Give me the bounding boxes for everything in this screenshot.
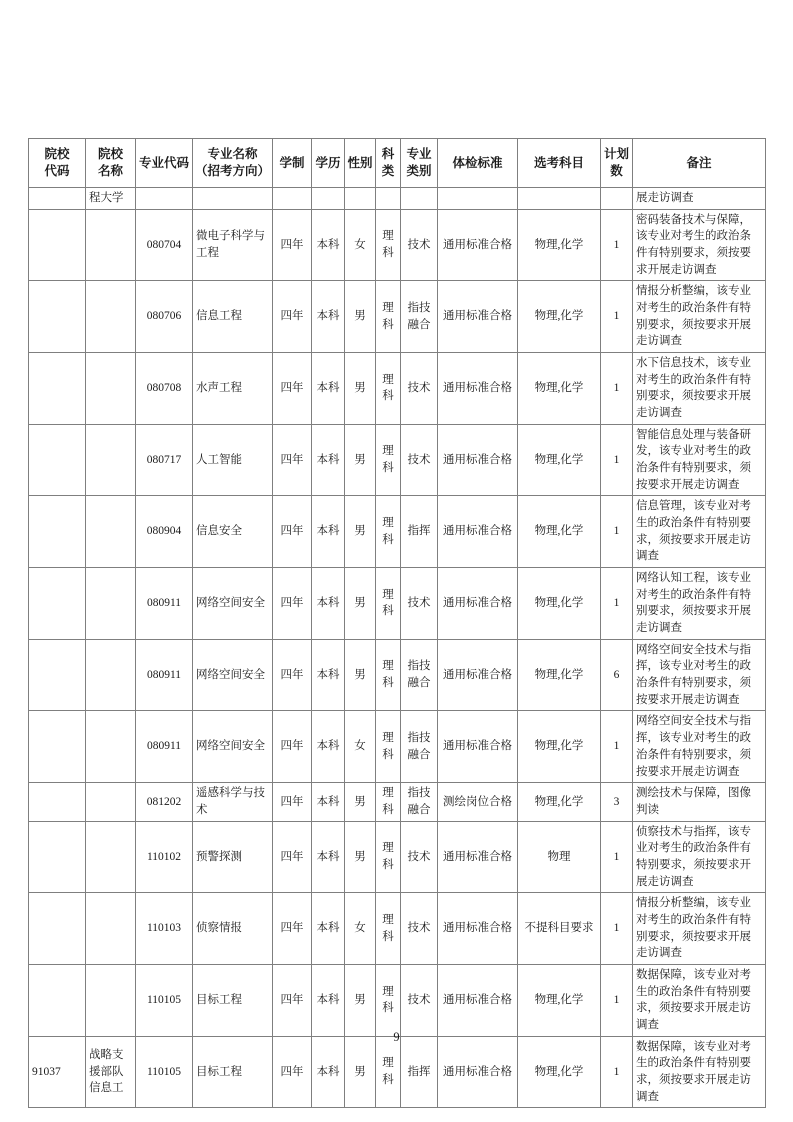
column-header-major-name (193, 139, 273, 188)
cell-category: 技术 (401, 964, 438, 1036)
column-header-school-name-line2: 名称 (97, 164, 123, 178)
cell-school-code (29, 568, 86, 640)
cell-school-code: 91037 (29, 1036, 86, 1108)
table-row (29, 353, 766, 425)
cell-school-name (86, 711, 136, 783)
table-row (29, 1036, 766, 1108)
cell-years: 四年 (273, 281, 312, 353)
cell-kelei: 理科 (376, 783, 401, 821)
cell-major-name: 网络空间安全 (193, 568, 273, 640)
cell-category: 指技 融合 (401, 711, 438, 783)
cell-subject: 物理,化学 (518, 639, 601, 711)
cell-school-code (29, 964, 86, 1036)
cell-degree: 本科 (312, 424, 345, 496)
column-header-school-name-line1: 院校 (97, 147, 123, 162)
cell-category: 指挥 (401, 496, 438, 568)
cell-gender: 男 (345, 424, 376, 496)
cell-major-code: 080717 (136, 424, 193, 496)
column-header-category-line1: 专业 (406, 147, 432, 162)
cell-medical: 通用标准合格 (438, 353, 518, 425)
cell-remark: 情报分析整编，该专业对考生的政治条件有特别要求，须按要求开展走访调查 (633, 281, 766, 353)
cell-major-code: 080904 (136, 496, 193, 568)
cell-quota: 1 (601, 964, 633, 1036)
cell-gender: 男 (345, 496, 376, 568)
cell-remark: 智能信息处理与装备研发，该专业对考生的政治条件有特别要求，须按要求开展走访调查 (633, 424, 766, 496)
table-body (29, 188, 766, 1108)
table-row (29, 964, 766, 1036)
cell-school-name (86, 821, 136, 893)
cell-years: 四年 (273, 821, 312, 893)
cell-subject: 物理,化学 (518, 209, 601, 281)
column-header-kelei: 科类 (376, 139, 401, 188)
cell-years (273, 188, 312, 210)
cell-quota: 1 (601, 568, 633, 640)
column-header-medical: 体检标准 (438, 139, 518, 188)
column-header-years: 学制 (273, 139, 312, 188)
cell-quota: 1 (601, 353, 633, 425)
cell-degree: 本科 (312, 783, 345, 821)
column-header-gender: 性别 (345, 139, 376, 188)
cell-gender: 男 (345, 353, 376, 425)
cell-medical: 通用标准合格 (438, 893, 518, 965)
column-header-category-line2: 类别 (406, 164, 432, 178)
cell-medical: 通用标准合格 (438, 424, 518, 496)
cell-school-name (86, 964, 136, 1036)
table-row (29, 424, 766, 496)
cell-gender: 男 (345, 964, 376, 1036)
cell-remark: 侦察技术与指挥，该专业对考生的政治条件有特别要求，须按要求开展走访调查 (633, 821, 766, 893)
cell-remark: 网络空间安全技术与指挥，该专业对考生的政治条件有特别要求，须按要求开展走访调查 (633, 711, 766, 783)
cell-quota: 6 (601, 639, 633, 711)
cell-quota (601, 188, 633, 210)
cell-subject: 物理,化学 (518, 1036, 601, 1108)
cell-remark: 密码装备技术与保障，该专业对考生的政治条件有特别要求，须按要求开展走访调查 (633, 209, 766, 281)
cell-years: 四年 (273, 209, 312, 281)
cell-subject: 物理,化学 (518, 281, 601, 353)
cell-kelei: 理科 (376, 821, 401, 893)
cell-remark: 水下信息技术，该专业对考生的政治条件有特别要求，须按要求开展走访调查 (633, 353, 766, 425)
cell-remark: 网络认知工程，该专业对考生的政治条件有特别要求，须按要求开展走访调查 (633, 568, 766, 640)
cell-major-name: 遥感科学与技术 (193, 783, 273, 821)
cell-major-code: 110105 (136, 1036, 193, 1108)
cell-gender: 男 (345, 783, 376, 821)
cell-school-code (29, 281, 86, 353)
cell-quota: 1 (601, 209, 633, 281)
cell-category: 技术 (401, 821, 438, 893)
cell-subject: 物理,化学 (518, 496, 601, 568)
cell-years: 四年 (273, 783, 312, 821)
cell-years: 四年 (273, 893, 312, 965)
cell-school-code (29, 893, 86, 965)
cell-major-code: 080911 (136, 639, 193, 711)
cell-major-code: 110102 (136, 821, 193, 893)
cell-gender: 女 (345, 711, 376, 783)
cell-kelei: 理科 (376, 209, 401, 281)
cell-major-name: 信息安全 (193, 496, 273, 568)
cell-major-name: 网络空间安全 (193, 639, 273, 711)
cell-major-name: 目标工程 (193, 964, 273, 1036)
table-row (29, 821, 766, 893)
cell-degree: 本科 (312, 639, 345, 711)
cell-subject: 不提科目要求 (518, 893, 601, 965)
cell-school-code (29, 783, 86, 821)
cell-kelei: 理科 (376, 639, 401, 711)
table-header-row (29, 139, 766, 188)
table-header (29, 139, 766, 188)
cell-quota: 1 (601, 821, 633, 893)
cell-school-name: 程大学 (86, 188, 136, 210)
cell-degree: 本科 (312, 821, 345, 893)
cell-gender: 男 (345, 639, 376, 711)
enrollment-plan-table-wrapper (28, 138, 765, 1108)
cell-degree: 本科 (312, 209, 345, 281)
column-header-school-code (29, 139, 86, 188)
cell-years: 四年 (273, 1036, 312, 1108)
cell-major-code: 080911 (136, 568, 193, 640)
cell-category: 技术 (401, 893, 438, 965)
cell-kelei: 理科 (376, 281, 401, 353)
cell-degree: 本科 (312, 353, 345, 425)
cell-category: 技术 (401, 424, 438, 496)
cell-kelei: 理科 (376, 1036, 401, 1108)
cell-gender: 男 (345, 568, 376, 640)
cell-major-code: 080706 (136, 281, 193, 353)
column-header-quota (601, 139, 633, 188)
column-header-school-code-line1: 院校 (44, 147, 70, 162)
cell-quota: 1 (601, 893, 633, 965)
cell-school-code (29, 188, 86, 210)
cell-major-name: 水声工程 (193, 353, 273, 425)
table-row (29, 496, 766, 568)
page-number: 9 (393, 1030, 400, 1044)
cell-school-name (86, 783, 136, 821)
cell-degree: 本科 (312, 1036, 345, 1108)
cell-medical: 测绘岗位合格 (438, 783, 518, 821)
cell-quota: 1 (601, 281, 633, 353)
cell-category: 技术 (401, 209, 438, 281)
cell-kelei: 理科 (376, 711, 401, 783)
cell-degree: 本科 (312, 496, 345, 568)
cell-remark: 网络空间安全技术与指挥，该专业对考生的政治条件有特别要求，须按要求开展走访调查 (633, 639, 766, 711)
cell-medical: 通用标准合格 (438, 639, 518, 711)
column-header-major-code: 专业代码 (136, 139, 193, 188)
cell-school-name (86, 639, 136, 711)
table-row (29, 281, 766, 353)
cell-major-name: 人工智能 (193, 424, 273, 496)
cell-quota: 3 (601, 783, 633, 821)
cell-gender: 女 (345, 893, 376, 965)
cell-category (401, 188, 438, 210)
cell-kelei (376, 188, 401, 210)
column-header-major-name-line1: 专业名称 (207, 147, 258, 162)
cell-school-name (86, 281, 136, 353)
cell-major-code: 080708 (136, 353, 193, 425)
cell-school-code (29, 496, 86, 568)
cell-years: 四年 (273, 964, 312, 1036)
table-row (29, 188, 766, 210)
column-header-category (401, 139, 438, 188)
table-row (29, 711, 766, 783)
cell-subject: 物理,化学 (518, 711, 601, 783)
cell-major-name: 信息工程 (193, 281, 273, 353)
cell-school-code (29, 639, 86, 711)
cell-quota: 1 (601, 711, 633, 783)
column-header-major-name-line2: （招考方向） (195, 164, 271, 178)
cell-kelei: 理科 (376, 964, 401, 1036)
cell-years: 四年 (273, 496, 312, 568)
cell-major-name: 微电子科学与工程 (193, 209, 273, 281)
cell-remark: 情报分析整编，该专业对考生的政治条件有特别要求，须按要求开展走访调查 (633, 893, 766, 965)
cell-school-code (29, 821, 86, 893)
cell-category: 指挥 (401, 1036, 438, 1108)
cell-kelei: 理科 (376, 568, 401, 640)
cell-gender (345, 188, 376, 210)
cell-major-name: 网络空间安全 (193, 711, 273, 783)
cell-school-code (29, 711, 86, 783)
cell-years: 四年 (273, 711, 312, 783)
cell-school-name (86, 496, 136, 568)
cell-medical: 通用标准合格 (438, 821, 518, 893)
cell-subject: 物理,化学 (518, 568, 601, 640)
table-row (29, 639, 766, 711)
column-header-quota-line1: 计划 (603, 147, 629, 162)
cell-category: 指技 融合 (401, 783, 438, 821)
cell-medical: 通用标准合格 (438, 964, 518, 1036)
table-row (29, 893, 766, 965)
cell-quota: 1 (601, 496, 633, 568)
cell-degree (312, 188, 345, 210)
cell-major-name: 目标工程 (193, 1036, 273, 1108)
cell-years: 四年 (273, 639, 312, 711)
cell-major-code (136, 188, 193, 210)
cell-years: 四年 (273, 424, 312, 496)
enrollment-plan-table (28, 138, 766, 1108)
cell-subject: 物理 (518, 821, 601, 893)
cell-medical (438, 188, 518, 210)
cell-degree: 本科 (312, 964, 345, 1036)
cell-quota: 1 (601, 424, 633, 496)
cell-category: 技术 (401, 353, 438, 425)
cell-subject (518, 188, 601, 210)
cell-school-name (86, 893, 136, 965)
column-header-school-code-line2: 代码 (44, 164, 70, 178)
cell-kelei: 理科 (376, 353, 401, 425)
cell-subject: 物理,化学 (518, 353, 601, 425)
cell-gender: 男 (345, 821, 376, 893)
cell-category: 技术 (401, 568, 438, 640)
cell-kelei: 理科 (376, 496, 401, 568)
cell-degree: 本科 (312, 568, 345, 640)
cell-major-code: 080911 (136, 711, 193, 783)
column-header-remark: 备注 (633, 139, 766, 188)
cell-major-code: 110103 (136, 893, 193, 965)
cell-subject: 物理,化学 (518, 424, 601, 496)
column-header-degree: 学历 (312, 139, 345, 188)
cell-school-name (86, 424, 136, 496)
column-header-subject: 选考科目 (518, 139, 601, 188)
column-header-school-name (86, 139, 136, 188)
cell-remark: 信息管理，该专业对考生的政治条件有特别要求，须按要求开展走访调查 (633, 496, 766, 568)
cell-gender: 男 (345, 281, 376, 353)
cell-degree: 本科 (312, 711, 345, 783)
cell-remark: 数据保障，该专业对考生的政治条件有特别要求，须按要求开展走访调查 (633, 964, 766, 1036)
cell-school-code (29, 424, 86, 496)
table-row (29, 568, 766, 640)
table-row (29, 783, 766, 821)
cell-gender: 女 (345, 209, 376, 281)
cell-category: 指技 融合 (401, 639, 438, 711)
cell-kelei: 理科 (376, 893, 401, 965)
cell-degree: 本科 (312, 893, 345, 965)
cell-major-name: 预警探测 (193, 821, 273, 893)
cell-remark: 展走访调查 (633, 188, 766, 210)
cell-medical: 通用标准合格 (438, 281, 518, 353)
cell-medical: 通用标准合格 (438, 711, 518, 783)
cell-degree: 本科 (312, 281, 345, 353)
cell-gender: 男 (345, 1036, 376, 1108)
cell-major-name: 侦察情报 (193, 893, 273, 965)
cell-medical: 通用标准合格 (438, 1036, 518, 1108)
cell-quota: 1 (601, 1036, 633, 1108)
cell-medical: 通用标准合格 (438, 209, 518, 281)
cell-medical: 通用标准合格 (438, 568, 518, 640)
cell-school-name (86, 209, 136, 281)
cell-school-code (29, 209, 86, 281)
cell-remark: 数据保障，该专业对考生的政治条件有特别要求，须按要求开展走访调查 (633, 1036, 766, 1108)
cell-subject: 物理,化学 (518, 964, 601, 1036)
cell-school-name (86, 568, 136, 640)
cell-school-name: 战略支援部队信息工 (86, 1036, 136, 1108)
cell-major-name (193, 188, 273, 210)
cell-subject: 物理,化学 (518, 783, 601, 821)
cell-school-name (86, 353, 136, 425)
cell-major-code: 080704 (136, 209, 193, 281)
cell-category: 指技 融合 (401, 281, 438, 353)
cell-kelei: 理科 (376, 424, 401, 496)
cell-years: 四年 (273, 353, 312, 425)
cell-major-code: 110105 (136, 964, 193, 1036)
column-header-quota-line2: 数 (610, 164, 623, 178)
cell-school-code (29, 353, 86, 425)
cell-remark: 测绘技术与保障，图像判读 (633, 783, 766, 821)
cell-major-code: 081202 (136, 783, 193, 821)
cell-years: 四年 (273, 568, 312, 640)
table-row (29, 209, 766, 281)
cell-medical: 通用标准合格 (438, 496, 518, 568)
